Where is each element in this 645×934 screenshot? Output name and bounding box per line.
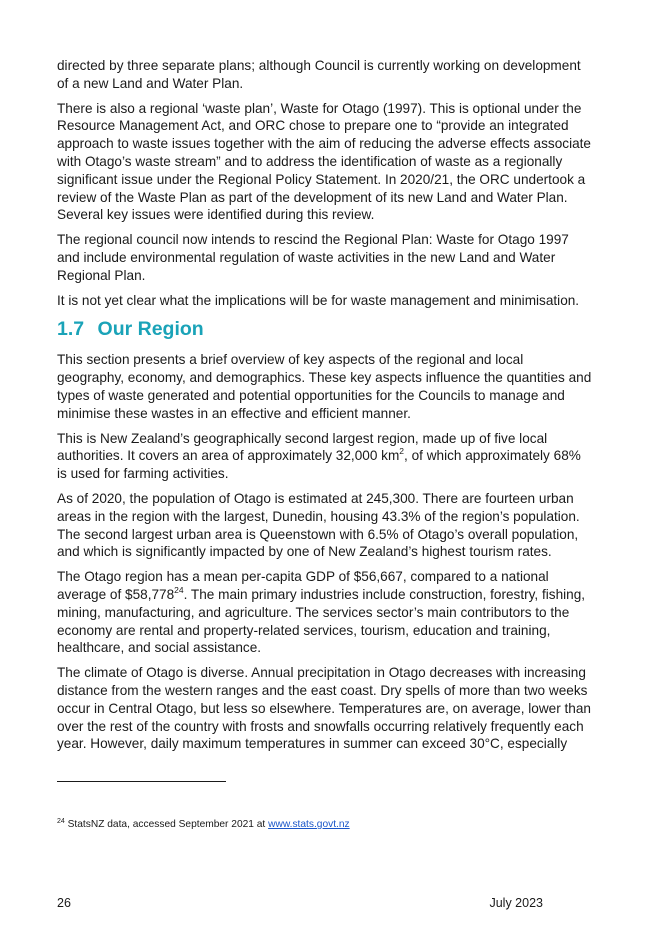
body-content <box>57 57 592 760</box>
footnote-reference[interactable]: 24 <box>174 584 184 595</box>
footnote-text: StatsNZ data, accessed September 2021 at <box>64 819 269 830</box>
section-number: 1.7 <box>57 318 85 341</box>
paragraph-waste-plan: There is also a regional ‘waste plan’, Waste for Otago (1997). This is optional under the Resource Management Act, and ORC chose to prepare one to “provide an integrated approach to waste issues together with the aim of reducing the adverse effects associate with Otago’s waste stream” and to address the identification of waste as a regionally significant issue under the Regional Policy Statement. In 2020/21, the ORC undertook a review of the Waste Plan as part of the development of its new Land and Water Plan. Several key issues were identified during this review. <box>57 100 591 223</box>
area-text-after: , of which approximately 68% is used for farming activities. <box>57 448 581 482</box>
paragraph-population: As of 2020, the population of Otago is estimated at 245,300. There are fourteen urban areas in the region with the largest, Dunedin, housing 43.3% of the region’s population. The second largest urban area is Queenstown with 6.5% of Otago’s overall population, and which is significantly impacted by one of New Zealand’s highest tourism rates. <box>57 490 580 560</box>
gdp-text-before: The Otago region has a mean per-capita GDP of $56,667, compared to a national average of $58,778 <box>57 569 549 602</box>
footnote-link[interactable]: www.stats.govt.nz <box>268 819 350 830</box>
area-superscript: 2 <box>399 446 405 457</box>
section-title: Our Region <box>97 318 204 341</box>
gdp-text-after: . The main primary industries include construction, forestry, fishing, mining, manufacturing, and agriculture. The services sector’s main contributors to the economy are rental and property-related services, tourism, education and training, healthcare, and social assistance. <box>57 586 586 656</box>
paragraph-implications: It is not yet clear what the implications will be for waste management and minimisation. <box>57 292 580 308</box>
area-text-before: This is New Zealand’s geographically second largest region, made up of five local authorities. It covers an area of approximately 32,000 km <box>57 430 548 464</box>
paragraph-rescind: The regional council now intends to rescind the Regional Plan: Waste for Otago 1997 and include environmental regulation of waste activities in the new Land and Water Regional Plan. <box>57 232 569 283</box>
paragraph-overview: This section presents a brief overview of key aspects of the regional and local geography, economy, and demographics. These key aspects influence the quantities and types of waste generated and potential opportunities for the Councils to manage and minimise these wastes in an effective and efficient manner. <box>57 352 592 421</box>
section-heading <box>57 317 592 341</box>
page-number: 26 <box>57 896 71 910</box>
paragraph-gdp <box>57 568 592 657</box>
paragraph-climate: The climate of Otago is diverse. Annual precipitation in Otago decreases with increasing distance from the western ranges and the east coast. Dry spells of more than two weeks occur in Central Otago, but less so elsewhere. Temperatures are, on average, lower than over the rest of the country with frosts and snowfalls occurring relatively frequently each year. However, daily maximum temperatures in summer can exceed 30°C, especially <box>57 665 591 752</box>
footnote <box>57 818 577 832</box>
paragraph-area <box>57 430 592 483</box>
footnote-marker: 24 <box>57 818 65 825</box>
footnote-divider <box>57 781 226 782</box>
footer-date: July 2023 <box>489 896 543 910</box>
paragraph-plans: directed by three separate plans; although Council is currently working on development of a new Land and Water Plan. <box>57 58 581 91</box>
